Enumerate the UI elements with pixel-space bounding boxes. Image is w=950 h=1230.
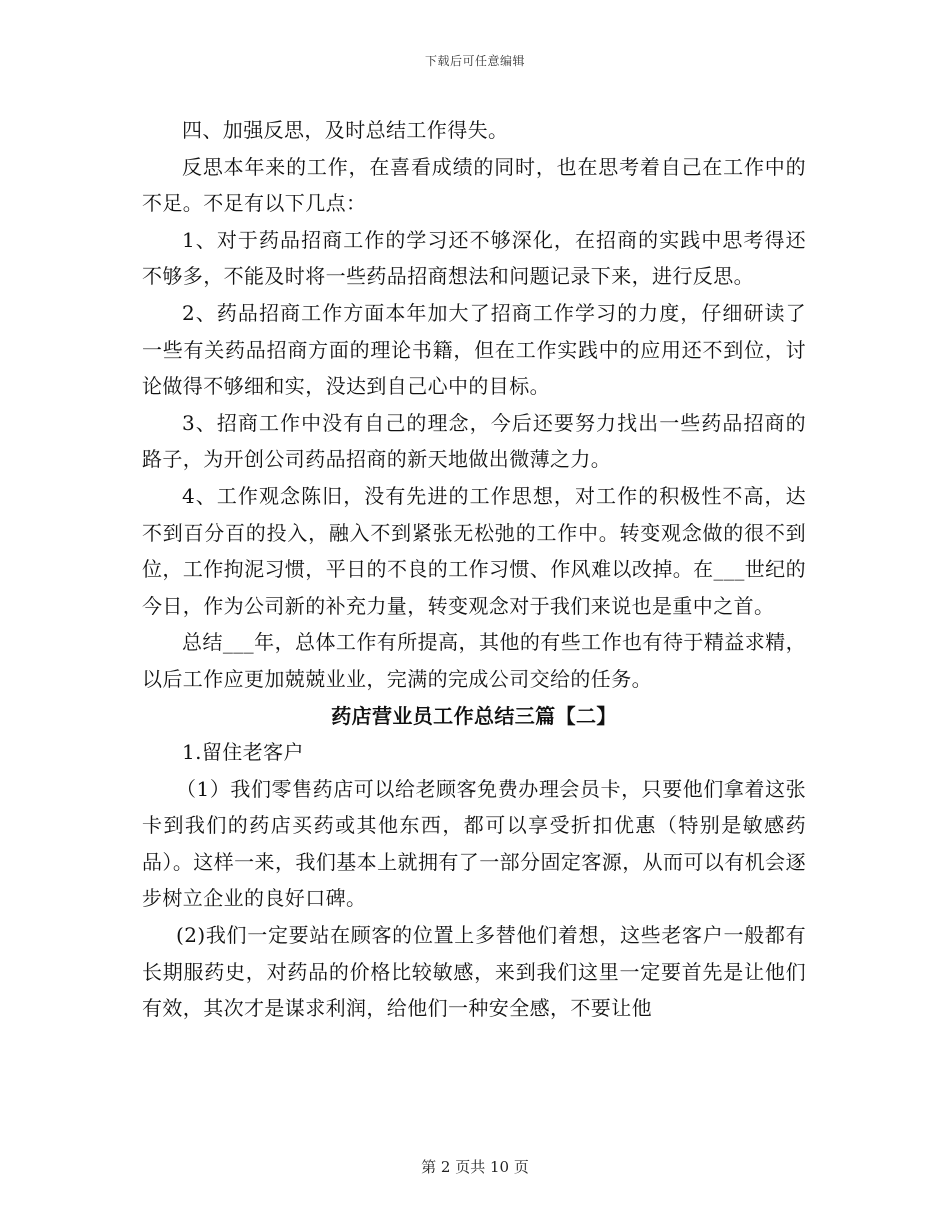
paragraph-point-2: 2、药品招商工作方面本年加大了招商工作学习的力度，仔细研读了一些有关药品招商方面的理论书籍，但在工作实践中的应用还不到位，讨论做得不够细和实，没达到自己心中的目标。 [142,300,806,399]
page-header: 下载后可任意编辑 [424,54,525,68]
paragraph-point-4: 4、工作观念陈旧，没有先进的工作思想，对工作的积极性不高，达不到百分百的投入，融入不到紧张无松弛的工作中。转变观念做的很不到位，工作拘泥习惯，平日的不良的工作习惯、作风难以改掉。在___世纪的今日，作为公司新的补充力量，转变观念对于我们来说也是重中之首。 [142,483,806,618]
document-body [142,112,806,1027]
paragraph-customer-perspective: (2)我们一定要站在顾客的位置上多替他们着想，这些老客户一般都有长期服药史，对药品的价格比较敏感，来到我们这里一定要首先是让他们有效，其次才是谋求利润，给他们一种安全感，不要让他 [142,923,806,1021]
paragraph-summary: 总结___年，总体工作有所提高，其他的有些工作也有待于精益求精，以后工作应更加兢兢业业，完满的完成公司交给的任务。 [142,630,806,691]
paragraph-point-3: 3、招商工作中没有自己的理念，今后还要努力找出一些药品招商的路子，为开创公司药品招商的新天地做出微薄之力。 [142,410,806,472]
paragraph-membership-card: （1）我们零售药店可以给老顾客免费办理会员卡，只要他们拿着这张卡到我们的药店买药或其他东西，都可以享受折扣优惠（特别是敏感药品）。这样一来，我们基本上就拥有了一部分固定客源，从而可以有机会逐步树立企业的良好口碑。 [142,776,806,911]
paragraph-heading-four: 四、加强反思，及时总结工作得失。 [182,118,509,142]
paragraph-retain-customers: 1.留住老客户 [182,740,304,765]
paragraph-reflection-intro: 反思本年来的工作，在喜看成绩的同时，也在思考着自己在工作中的不足。不足有以下几点： [142,154,806,216]
section-title: 药店营业员工作总结三篇【二】 [331,703,617,728]
page-footer: 第 2 页共 10 页 [421,1158,529,1176]
paragraph-point-1: 1、对于药品招商工作的学习还不够深化，在招商的实践中思考得还不够多，不能及时将一些药品招商想法和问题记录下来，进行反思。 [142,227,806,289]
